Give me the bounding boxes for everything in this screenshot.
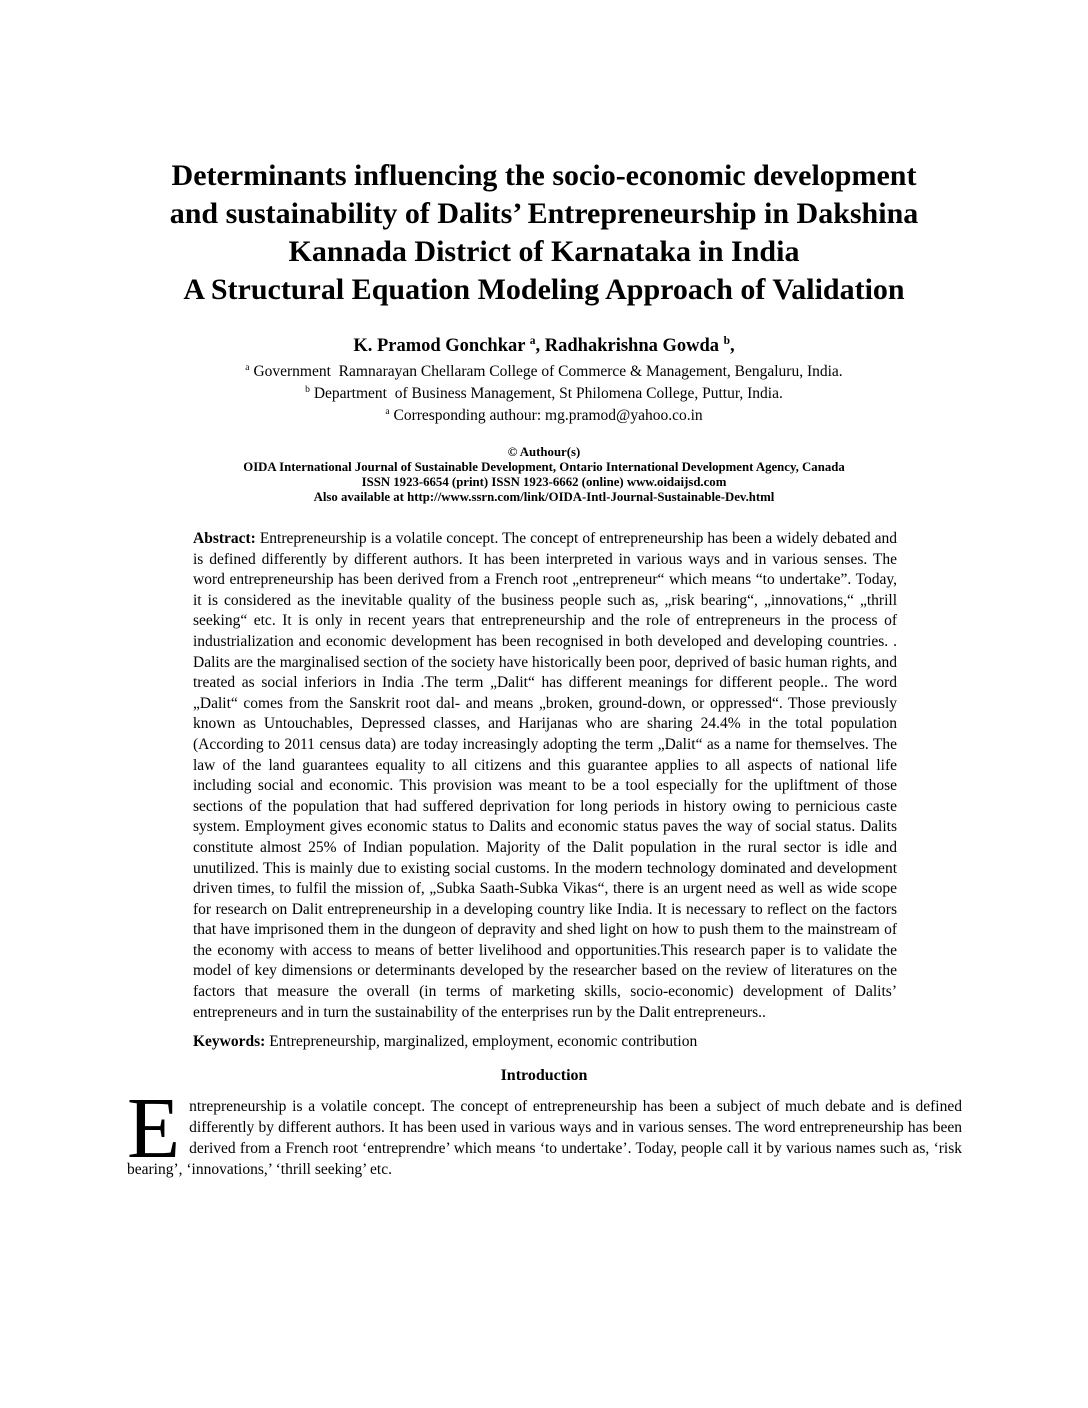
journal-name-line: OIDA International Journal of Sustainable Development, Ontario International Development Agency, Canada xyxy=(243,460,845,474)
affiliation-line-1 xyxy=(0,361,1088,383)
copyright-authors-line: © Authour(s) xyxy=(507,445,581,459)
affiliation-superscript: a xyxy=(245,361,250,373)
title-line-3: Kannada District of Karnataka in India xyxy=(288,235,800,268)
author-name-1: K. Pramod Gonchkar xyxy=(353,336,530,356)
author-name-2: , Radhakrishna Gowda xyxy=(535,336,724,356)
title-line-2: and sustainability of Dalits’ Entrepreneurship in Dakshina xyxy=(169,197,919,230)
authors-trailing-comma: , xyxy=(730,336,735,356)
keywords-line xyxy=(193,1032,897,1053)
paper-title xyxy=(0,0,1088,309)
introduction-heading: Introduction xyxy=(500,1066,588,1084)
title-line-4: A Structural Equation Modeling Approach of Validation xyxy=(183,273,905,306)
keywords-label: Keywords: xyxy=(193,1033,266,1051)
abstract-text: Entrepreneurship is a volatile concept. The concept of entrepreneurship has been a widely debated and is defined differently by different authors. It has been interpreted in various ways and in various senses. The word entrepreneurship has been derived from a French root „entrepreneur“ which means “to undertake”. Today, it is considered as the inevitable quality of the business people such as, „risk bearing“, „innovations,“ „thrill seeking“ etc. It is only in recent years that entrepreneurship and the role of entrepreneurs in the process of industrialization and economic development has been recognised in both developed and developing countries. . Dalits are the marginalised section of the society have historically been poor, deprived of basic human rights, and treated as social inferiors in India .The term „Dalit“ has different meanings for different people.. The word „Dalit“ comes from the Sanskrit root dal- and means „broken, ground-down, or oppressed“. Those previously known as Untouchables, Depressed classes, and Harijanas who are sharing 24.4% in the total population (According to 2011 census data) are today increasingly adopting the term „Dalit“ as a name for themselves. The law of the land guarantees equality to all citizens and this guarantee applies to all aspects of national life including social and economic. This provision was meant to be a tool especially for the upliftment of those sections of the population that had suffered deprivation for long periods in history owing to pernicious caste system. Employment gives economic status to Dalits and economic status paves the way of social status. Dalits constitute almost 25% of Indian population. Majority of the Dalit population in the rural sector is idle and unutilized. This is mainly due to existing social customs. In the modern technology dominated and development driven times, to fulfil the mission of, „Subka Saath-Subka Vikas“, there is an urgent need as well as wide scope for research on Dalit entrepreneurship in a developing country like India. It is necessary to reflect on the factors that have imprisoned them in the dungeon of depravity and shed light on how to push them to the mainstream of the economy with access to means of better livelihood and opportunities.This research paper is to validate the model of key dimensions or determinants developed by the researcher based on the review of literatures on the factors that measure the overall (in terms of marketing skills, socio-economic) development of Dalits’ entrepreneurs and in turn the sustainability of the enterprises run by the Dalit entrepreneurs.. xyxy=(193,530,897,1021)
affiliation-text: Government Ramnarayan Chellaram College of Commerce & Management, Bengaluru, India. xyxy=(249,363,843,380)
affiliations-block xyxy=(0,361,1088,427)
author-superscript-a: a xyxy=(529,334,536,347)
affiliation-superscript: a xyxy=(385,405,390,417)
introduction-text: ntrepreneurship is a volatile concept. The concept of entrepreneurship has been a subject of much debate and is defined differently by different authors. It has been used in various ways and in various senses. The word entrepreneurship has been derived from a French root ‘entreprendre’ which means ‘to undertake’. Today, people call it by various names such as, ‘risk bearing’, ‘innovations,’ ‘thrill seeking’ etc. xyxy=(127,1097,962,1178)
abstract-paragraph xyxy=(193,529,897,1023)
copyright-block xyxy=(0,445,1088,505)
drop-cap: E xyxy=(127,1078,181,1176)
affiliation-text: Department of Business Management, St Philomena College, Puttur, India. xyxy=(309,385,783,402)
keywords-text: Entrepreneurship, marginalized, employment, economic contribution xyxy=(265,1033,698,1051)
issn-line: ISSN 1923-6654 (print) ISSN 1923-6662 (online) www.oidaijsd.com xyxy=(361,475,727,489)
corresponding-author-line xyxy=(0,405,1088,427)
introduction-paragraph xyxy=(127,1078,962,1180)
author-superscript-b: b xyxy=(723,334,731,347)
affiliation-superscript: b xyxy=(305,383,310,395)
authors-line xyxy=(0,334,1088,358)
corresponding-author-email: Corresponding authour: mg.pramod@yahoo.co.in xyxy=(389,407,703,424)
title-line-1: Determinants influencing the socio-economic development xyxy=(171,159,917,192)
abstract-label: Abstract: xyxy=(193,530,256,547)
affiliation-line-2 xyxy=(0,383,1088,405)
availability-url-line: Also available at http://www.ssrn.com/link/OIDA-Intl-Journal-Sustainable-Dev.html xyxy=(313,490,775,504)
